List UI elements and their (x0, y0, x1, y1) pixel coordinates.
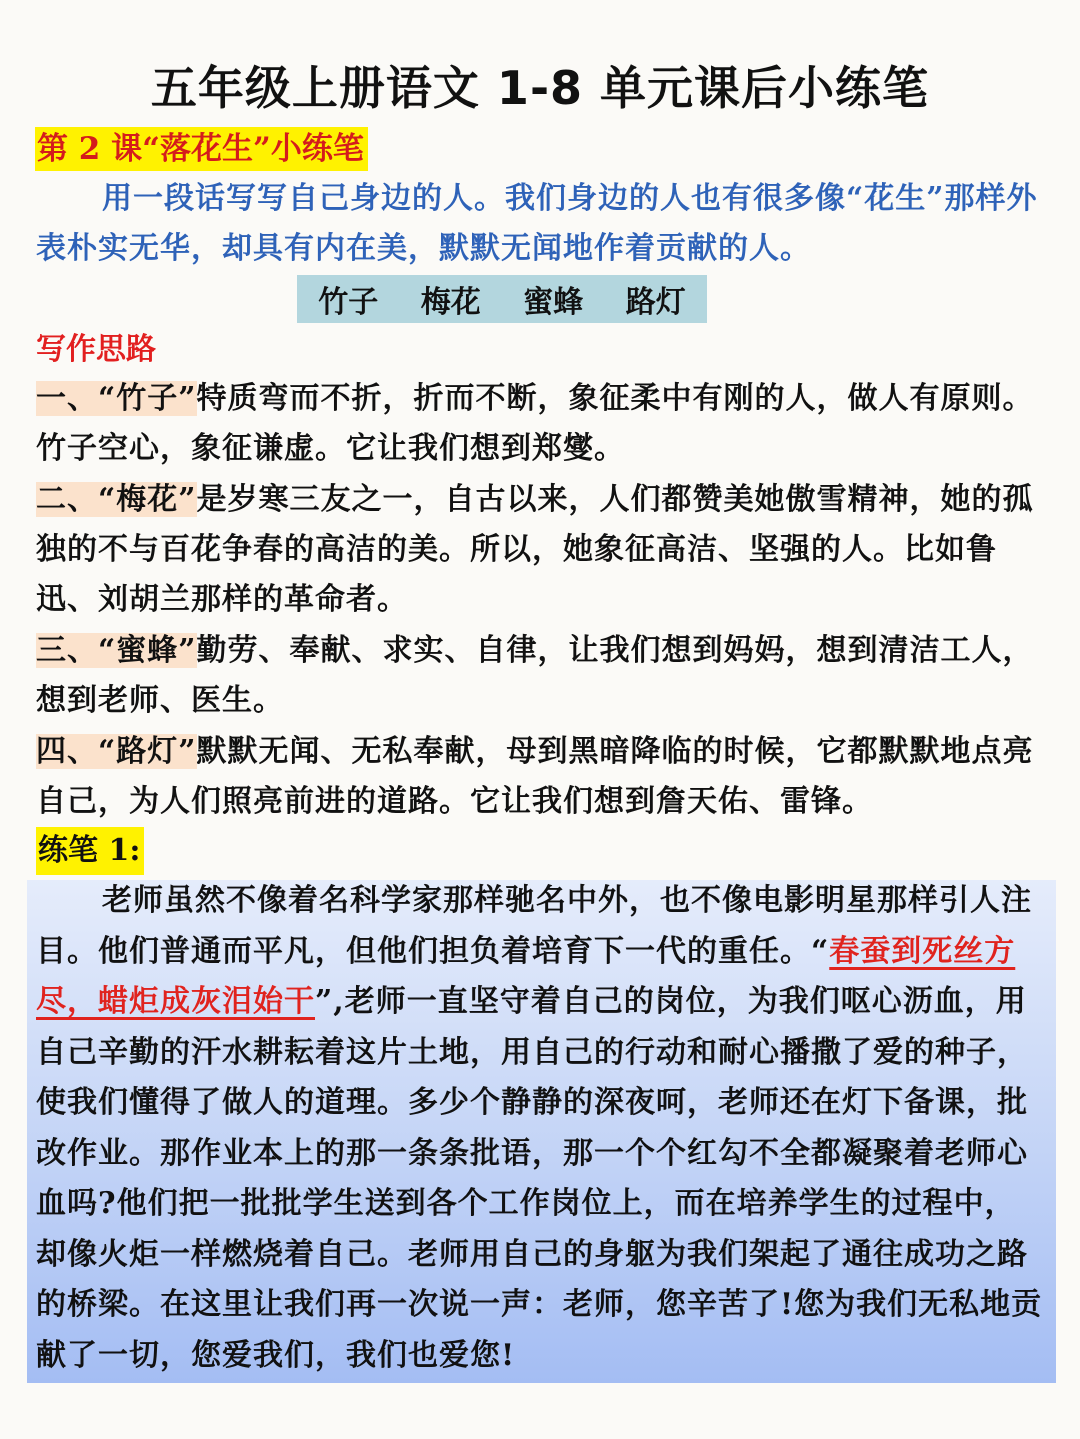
essay-part-2: ”,老师一直坚守着自己的岗位，为我们呕心沥血，用自己辛勤的汗水耕耘着这片土地，用自己的行动和耐心播撒了爱的种子，使我们懂得了做人的道理。多少个静静的深夜呵，老师还在灯下备课，批改作业。那作业本上的那一条条批语，那一个个红勾不全都凝聚着老师心血吗?他们把一批批学生送到各个工作岗位上，而在培养学生的过程中，却像火炬一样燃烧着自己。老师用自己的身躯为我们架起了通往成功之路的桥梁。在这里让我们再一次说一声：老师，您辛苦了!您为我们无私地贡献了一切，您爱我们，我们也爱您! (36, 984, 1043, 1373)
idea-text: 是岁寒三友之一，自古以来，人们都赞美她傲雪精神，她的孤独的不与百花争春的高洁的美。所以，她象征高洁、坚强的人。比如鲁迅、刘胡兰那样的革命者。 (36, 482, 1034, 617)
idea-text: 特质弯而不折，折而不断，象征柔中有刚的人，做人有原则。竹子空心，象征谦虚。它让我们想到郑燮。 (36, 381, 1034, 466)
idea-text: 默默无闻、无私奉献，母到黑暗降临的时候，它都默默地点亮自己，为人们照亮前进的道路。它让我们想到詹天佑、雷锋。 (36, 734, 1034, 819)
idea-lead: 四、“路灯” (36, 734, 197, 769)
idea-plum-blossom (36, 475, 1046, 625)
writing-prompt: 用一段话写写自己身边的人。我们身边的人也有很多像“花生”那样外表朴实无华，却具有内在美，默默无闻地作着贡献的人。 (36, 181, 1038, 266)
idea-lead: 一、“竹子” (36, 381, 197, 416)
essay-part-1: 老师虽然不像着名科学家那样驰名中外，也不像电影明星那样引人注目。他们普通而平凡，但他们担负着培育下一代的重任。“ (36, 883, 1032, 969)
topic-street-lamp: 路灯 (625, 285, 686, 320)
topic-bar (297, 275, 707, 323)
topic-bamboo: 竹子 (318, 285, 379, 320)
essay-paragraph (36, 876, 1046, 1381)
page-title: 五年级上册语文 1-8 单元课后小练笔 (150, 61, 930, 115)
section-label-writing-ideas: 写作思路 (36, 332, 156, 367)
topic-bee: 蜜蜂 (523, 285, 584, 320)
exercise-label: 练笔 1: (36, 827, 144, 875)
topic-plum-blossom: 梅花 (420, 285, 481, 320)
idea-street-lamp (36, 727, 1046, 827)
idea-bee (36, 626, 1046, 726)
lesson-heading: 第 2 课“落花生”小练笔 (35, 127, 368, 171)
essay-quote: 春蚕到死丝方尽，蜡炬成灰泪始干 (36, 933, 1016, 1019)
idea-text: 勤劳、奉献、求实、自律，让我们想到妈妈，想到清洁工人，想到老师、医生。 (36, 633, 1034, 718)
idea-lead: 三、“蜜蜂” (36, 633, 197, 668)
idea-bamboo (36, 374, 1046, 474)
idea-lead: 二、“梅花” (36, 482, 197, 517)
